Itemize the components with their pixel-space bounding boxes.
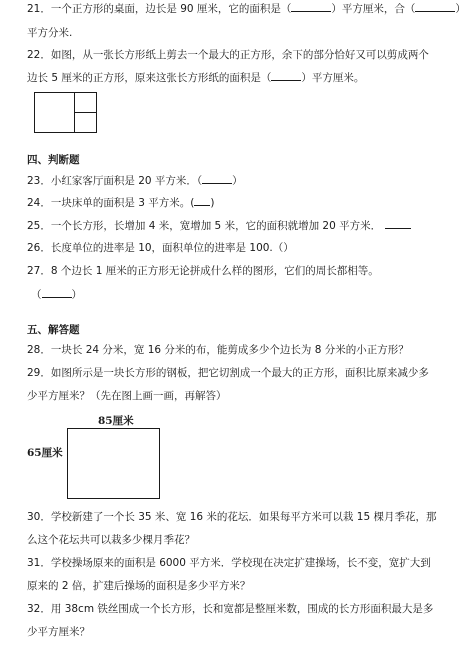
q32-text-b: 少平方厘米？: [27, 626, 90, 638]
q25-answer-blank[interactable]: [385, 228, 411, 229]
q32-text-a: 32．用 38cm 铁丝围成一个长方形，长和宽都是整厘米数，围成的长方形面积最大是多: [27, 603, 434, 615]
question-23: [27, 176, 243, 187]
q29-steel-plate-rectangle: [67, 428, 160, 499]
q22-text-b: 边长 5 厘米的正方形，原来这张长方形纸的面积是（: [27, 72, 272, 84]
q29-width-label: 85厘米: [98, 415, 134, 427]
q24-answer-blank[interactable]: [194, 205, 210, 206]
q31-text-a: 31．学校操场原来的面积是 6000 平方米．学校现在决定扩建操场，长不变，宽扩大到: [27, 557, 431, 569]
q23-answer-blank[interactable]: [202, 183, 232, 184]
q23-text-a: 23．小红家客厅面积是 20 平方米．（: [27, 175, 203, 187]
q24-text-b: ): [210, 197, 215, 209]
q23-text-b: ）: [232, 175, 243, 187]
q24-text-a: 24．一块床单的面积是 3 平方米。(: [27, 197, 195, 209]
q22-text-c: ）平方厘米。: [301, 72, 365, 84]
q22-text-a: 22．如图，从一张长方形纸上剪去一个最大的正方形，余下的部分恰好又可以剪成两个: [27, 49, 429, 61]
question-28: 28．一块长 24 分米，宽 16 分米的布，能剪成多少个边长为 8 分米的小正方形？: [27, 344, 409, 356]
q22-answer-blank[interactable]: [271, 80, 301, 81]
q29-text-b: 少平方厘米？（先在图上画一画，再解答）: [27, 390, 227, 402]
q30-text-b: 么这个花坛共可以栽多少棵月季花？: [27, 534, 195, 546]
question-27-line-2: [31, 290, 82, 301]
q21-text-c: ）: [455, 3, 466, 15]
q29-height-label: 65厘米: [27, 447, 63, 459]
q27-answer-blank[interactable]: [42, 297, 72, 298]
question-26: 26．长度单位的进率是 10，面积单位的进率是 100.（）: [27, 242, 294, 254]
section-5-heading: 五、解答题: [27, 324, 80, 336]
question-22-line-2: [27, 73, 364, 84]
q31-text-b: 原来的 2 倍，扩建后操场的面积是多少平方米？: [27, 580, 251, 592]
q30-text-a: 30．学校新建了一个长 35 米、宽 16 米的花坛．如果每平方米可以栽 15 棵月季花，那: [27, 511, 437, 523]
question-25: [27, 221, 411, 232]
q21-answer-blank-1[interactable]: [291, 11, 331, 12]
q22-figure-large-square: [34, 92, 75, 133]
q25-text-a: 25．一个长方形，长增加 4 米，宽增加 5 米，它的面积就增加 20 平方米．: [27, 220, 382, 232]
q27-text-a: 27．8 个边长 1 厘米的正方形无论拼成什么样的图形，它们的周长都相等。: [27, 265, 379, 277]
q21-text-b: ）平方厘米，合（: [331, 3, 416, 15]
question-24: [27, 198, 214, 209]
q21-answer-blank-2[interactable]: [415, 11, 455, 12]
q21-continuation: 平方分米.: [27, 27, 73, 39]
question-21: [27, 4, 466, 15]
q27-text-c: ）: [71, 289, 82, 301]
q27-text-b: （: [31, 289, 42, 301]
q22-figure-divider: [74, 112, 97, 113]
section-4-heading: 四、判断题: [27, 154, 80, 166]
q21-text-a: 21．一个正方形的桌面，边长是 90 厘米，它的面积是（: [27, 3, 292, 15]
q29-text-a: 29．如图所示是一块长方形的钢板，把它切割成一个最大的正方形，面积比原来减少多: [27, 367, 429, 379]
